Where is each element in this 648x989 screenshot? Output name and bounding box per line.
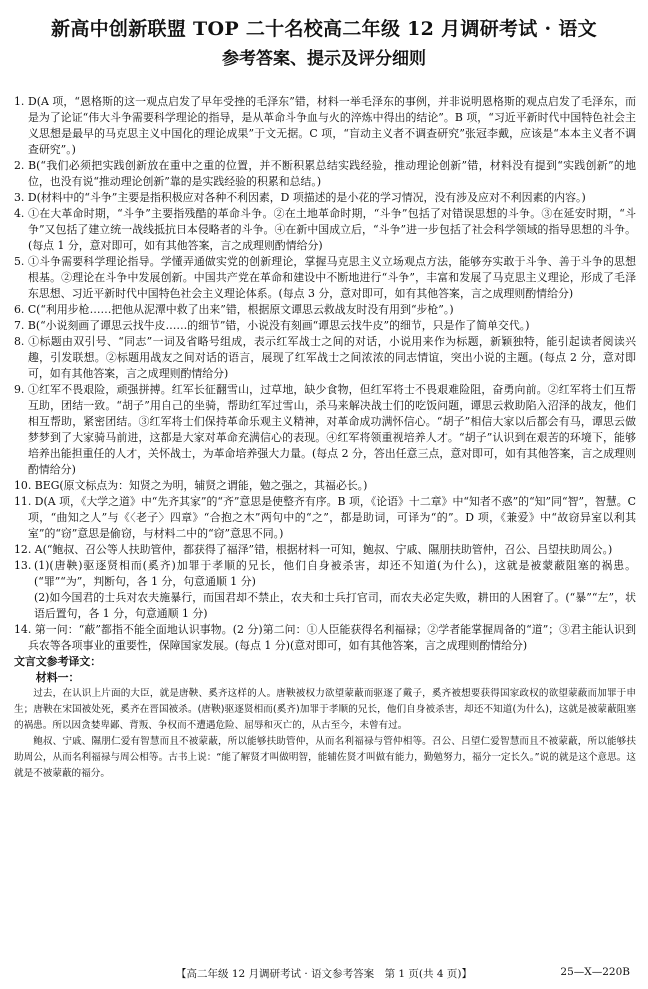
footer-code: 25—X—220B [560,966,630,978]
answer-2: 2. B(“我们必须把实践创新放在重中之重的位置，并不断积累总结实践经验，推动理论创新”错，材料没有提到“实践创新”的地位，也没有说“推动理论创新”靠的是实践经验的积累和总结。) [14,159,636,188]
footer-page-info: 【高二年级 12 月调研考试 · 语文参考答案 第 1 页(共 4 页)】 [176,968,472,980]
answer-13-part-2: (2)如今国君的士兵对农夫施暴行，而国君却不禁止，农夫和士兵打官司，而农夫必定失败，耕田的人困窘了。(“暴”“左”，状语后置句，各 1 分，句意通顺 1 分) [34,591,636,620]
answer-13 [14,558,636,622]
answer-3: 3. D(材料中的“斗争”主要是指积极应对各种不利因素，D 项描述的是小花的学习情况，没有涉及应对不利因素的内容。) [14,191,586,204]
answer-13-part-1: (1)(唐鞅)驱逐贤相而(奚齐)加罪于孝顺的兄长，他们自身被杀害，却还不知道(为什么)，这就是被蒙蔽阻塞的祸患。(“罪”“为”，判断句，各 1 分，句意通顺 1 分) [34,559,636,588]
answer-14: 14. 第一问：“蔽”都指不能全面地认识事物。(2 分)第二问：①人臣能获得名利福禄；②学者能掌握周备的“道”；③君主能认识到兵农等各项事业的重要性，保障国家发展。(每点 1 分)(意对即可，如有其他答案，言之成理则酌情给分) [14,623,636,652]
answer-12: 12. A(“鲍叔、召公等人扶助管仲，都获得了福泽”错，根据材料一可知，鲍叔、宁戚、隰朋扶助管仲，召公、吕望扶助周公。) [14,543,613,556]
answer-body [14,94,636,782]
translation-paragraph-2: 鲍叔、宁戚、隰朋仁爱有智慧而且不被蒙蔽，所以能够扶助管仲，从而名利福禄与管仲相等。召公、吕望仁爱智慧而且不被蒙蔽，所以能够扶助周公，从而名利福禄与周公相等。古书上说：“能了解贤才叫做明智，能辅佐贤才叫做有能力，勤勉努力，福分一定长久。”说的就是这个意思。这就是不被蒙蔽的福分。 [14,736,636,779]
translation-paragraph-1: 过去，在认识上片面的大臣，就是唐鞅、奚齐这样的人。唐鞅被权力欲望蒙蔽而驱逐了戴子，奚齐被想要获得国家政权的欲望蒙蔽而加罪于申生；唐鞅在宋国被处死，奚齐在晋国被杀。(唐鞅)驱逐贤相而(奚齐)加罪于孝顺的兄长，他们自身被杀害，却还不知道(为什么)，这就是被蒙蔽阻塞的祸患。所以因贪婪卑鄙、背叛、争权而不遭遇危险、屈辱和灭亡的，从古至今，未曾有过。 [14,688,636,731]
answer-7: 7. B(“小说刻画了谭思云找牛皮……的细节”错，小说没有刻画“谭思云找牛皮”的细节，只是作了简单交代。) [14,319,530,332]
answer-9: 9. ①红军不畏艰险，顽强拼搏。红军长征翻雪山，过草地，缺少食物，但红军将士不畏艰难险阻，奋勇向前。②红军将士们互帮互助，团结一致。“胡子”用自己的坐骑，帮助红军过雪山，杀马来解决战士们的吃饭问题，谭思云救助陷入沼泽的战友，他们相互帮助，紧密团结。③红军将士们保持革命乐观主义精神，对革命成功满怀信心。“胡子”相信大家以后都会有马，谭思云做梦梦到了大家骑马前进，这都是大家对革命充满信心的表现。④红军将领重视培养人才。“胡子”认识到在艰苦的环境下，能够培养出能担重任的人才，关怀战士，为革命培养强大力量。(每点 2 分，答出任意三点，意对即可，如有其他答案，言之成理则酌情给分) [14,383,636,476]
answer-4: 4. ①在大革命时期，“斗争”主要指残酷的革命斗争。②在土地革命时期，“斗争”包括了对错误思想的斗争。③在延安时期，“斗争”又包括了建立统一战线抵抗日本侵略者的斗争。④在新中国成立后，“斗争”进一步包括了社会科学领域的指导思想的斗争。(每点 1 分，意对即可，如有其他答案，言之成理则酌情给分) [14,207,636,252]
page-title: 新高中创新联盟 TOP 二十名校高二年级 12 月调研考试 · 语文 [51,18,597,40]
answer-10: 10. BEG(原文标点为：知贤之为明，辅贤之谓能，勉之强之，其福必长。) [14,479,368,492]
answer-11: 11. D(A 项，《大学之道》中“先齐其家”的“齐”意思是使整齐有序。B 项，《论语》十二章》中“知者不惑”的“知”同“智”，智慧。C 项，“曲知之人”与《〈老子〉四章》“合抱之木”两句中的“之”，都是助词，可译为“的”。D 项，《兼爱》中“故窃异室以利其室”的“窃”意思是偷窃，与材料二中的“窃”意思不同。) [14,495,636,540]
material-label: 材料一： [35,671,80,684]
answer-13-number: 13. [14,559,32,572]
answer-5: 5. ①斗争需要科学理论指导。学懂弄通做实党的创新理论，掌握马克思主义立场观点方法，能够夯实敢于斗争、善于斗争的思想根基。②理论在斗争中发展创新。中国共产党在革命和建设中不断地进行“斗争”，丰富和发展了马克思主义理论，形成了毛泽东思想、习近平新时代中国特色社会主义理论体系。(每点 3 分，意对即可，如有其他答案，言之成理则酌情给分) [14,255,636,300]
answer-1: 1. D(A 项，“恩格斯的这一观点启发了早年受挫的毛泽东”错，材料一举毛泽东的事例，并非说明恩格斯的观点启发了毛泽东，而是为了论证“伟大斗争需要科学理论的指导，是从革命斗争血与火的淬炼中得出的结论”。B 项，“习近平新时代中国特色社会主义思想是最早的马克思主义中国化的理论成果”于文无据。C 项，“盲动主义者不调查研究”张冠李戴，应该是“本本主义者不调查研究”。) [14,95,636,156]
translation-heading: 文言文参考译文： [14,655,102,668]
page-subtitle: 参考答案、提示及评分细则 [222,49,426,69]
answer-6: 6. C(“利用步枪……把他从泥潭中救了出来”错，根据原文谭思云救战友时没有用到“步枪”。) [14,303,454,316]
answer-8: 8. ①标题由双引号、“同志”一词及省略号组成，表示红军战士之间的对话，小说用来作为标题，新颖独特，能引起读者阅读兴趣，引发联想。②标题用战友之间对话的语言，展现了红军战士之间浓浓的同志情谊，突出小说的主题。(每点 2 分，意对即可，如有其他答案，言之成理则酌情给分) [14,335,636,380]
